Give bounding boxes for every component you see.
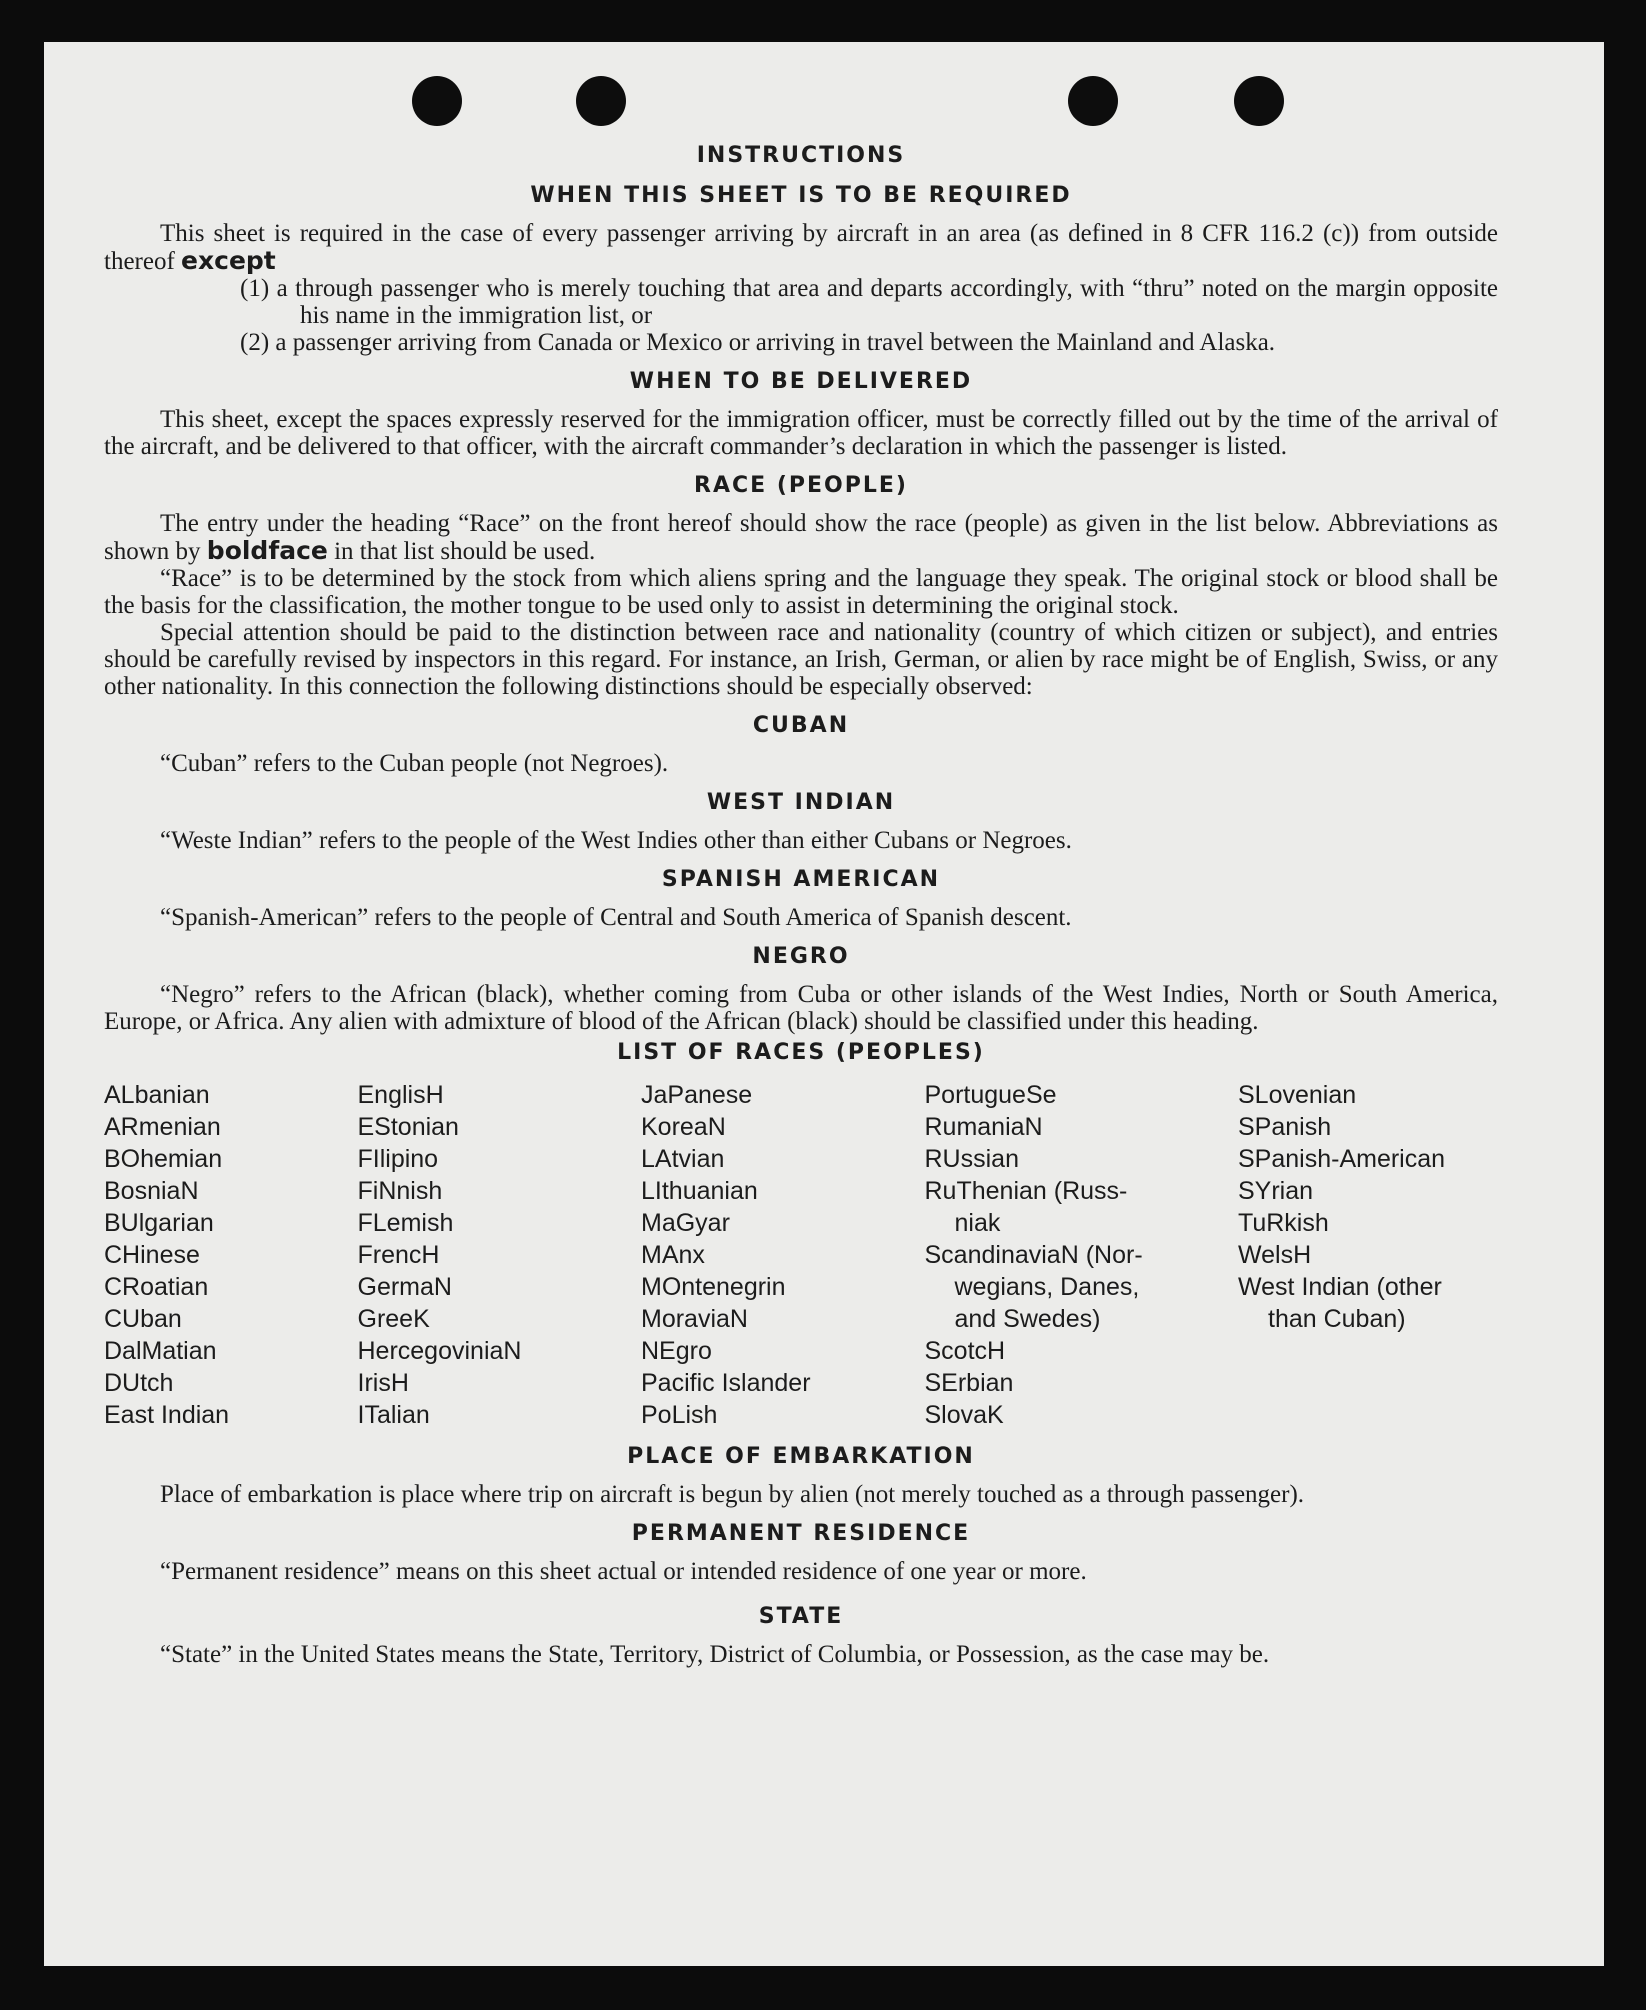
except-bold: except [181, 246, 276, 275]
race-list-item: EnglisH [357, 1081, 444, 1109]
race-list-item: BosniaN [104, 1177, 199, 1205]
race-list-item: PortugueSe [924, 1081, 1057, 1109]
race-paragraph-2: “Race” is to be determined by the stock from which aliens spring and the language they speak. The original stock or blood shall be the basis for the classification, the mother tongue to be used only to assist in determining the original stock. [104, 565, 1498, 619]
race-list-item: ScotcH [924, 1337, 1006, 1365]
race-list-item: niak [954, 1209, 1001, 1237]
race-list-item: BOhemian [104, 1145, 223, 1173]
race-list-item: CHinese [104, 1241, 200, 1269]
races-list [104, 1079, 1498, 1431]
section-heading-west-indian: WEST INDIAN [706, 790, 896, 815]
race-list-item: NEgro [641, 1337, 712, 1365]
punch-hole [412, 76, 462, 126]
race-list-item: KoreaN [641, 1113, 726, 1141]
race-list-item: FIlipino [357, 1145, 439, 1173]
document-body [104, 142, 1498, 1668]
section-heading-delivered: WHEN TO BE DELIVERED [629, 369, 973, 394]
west-indian-text: “Weste Indian” refers to the people of the West Indies other than either Cubans or Negroes. [160, 827, 1072, 854]
race-list-item: IrisH [357, 1369, 409, 1397]
section-heading-required: WHEN THIS SHEET IS TO BE REQUIRED [530, 183, 1072, 208]
race-list-item: ScandinaviaN (Nor- [924, 1241, 1143, 1269]
race-list-item: WelsH [1238, 1241, 1312, 1269]
race-list-item: EStonian [357, 1113, 459, 1141]
race-list-item: SYrian [1238, 1177, 1314, 1205]
race-list-item: than Cuban) [1268, 1305, 1406, 1333]
race-list-item: RUssian [924, 1145, 1019, 1173]
races-column-3 [641, 1079, 921, 1431]
race-paragraph-3: Special attention should be paid to the distinction between race and nationality (country of which citizen or subject), and entries should be carefully revised by inspectors in this regard. For instance, an Irish, German, or alien by race might be of English, Swiss, or any other nationality. In this connection the following distinctions should be especially observed: [104, 619, 1498, 700]
page-title: INSTRUCTIONS [696, 143, 906, 168]
residence-text: “Permanent residence” means on this sheet actual or intended residence of one year or more. [160, 1558, 1087, 1585]
races-column-1 [104, 1079, 354, 1431]
section-heading-embarkation: PLACE OF EMBARKATION [627, 1444, 975, 1469]
race-list-item: DUtch [104, 1369, 174, 1397]
race-list-item: SlovaK [924, 1401, 1004, 1429]
section-heading-residence: PERMANENT RESIDENCE [631, 1521, 971, 1546]
race-list-item: FiNnish [357, 1177, 443, 1205]
section-heading-races-list: LIST OF RACES (PEOPLES) [617, 1040, 985, 1065]
race-list-item: West Indian (other [1238, 1273, 1442, 1301]
race-list-item: SPanish [1238, 1113, 1332, 1141]
punch-hole [576, 76, 626, 126]
race-list-item: SPanish-American [1238, 1145, 1446, 1173]
document-sheet [44, 42, 1604, 1966]
boldface-word: boldface [206, 536, 328, 565]
section-heading-state: STATE [758, 1604, 844, 1629]
race-list-item: SErbian [924, 1369, 1014, 1397]
required-intro: This sheet is required in the case of every passenger arriving by aircraft in an area (as defined in 8 CFR 116.2 (c)) from outside thereof except [104, 220, 1498, 275]
punch-hole [1234, 76, 1284, 126]
race-list-item: CRoatian [104, 1273, 209, 1301]
race-list-item: and Swedes) [954, 1305, 1101, 1333]
punch-hole [1068, 76, 1118, 126]
race-list-item: SLovenian [1238, 1081, 1357, 1109]
state-text: “State” in the United States means the State, Territory, District of Columbia, or Possession, as the case may be. [160, 1641, 1270, 1668]
race-list-item: LAtvian [641, 1145, 725, 1173]
race-list-item: JaPanese [641, 1081, 753, 1109]
race-paragraph-1: The entry under the heading “Race” on the front hereof should show the race (people) as given in the list below. Abbreviations as shown by boldface in that list should be used. [104, 510, 1498, 565]
race-list-item: ITalian [357, 1401, 430, 1429]
race-list-item: RuThenian (Russ- [924, 1177, 1128, 1205]
race-list-item: GermaN [357, 1273, 452, 1301]
section-heading-negro: NEGRO [752, 944, 850, 969]
required-item-1: (1) a through passenger who is merely touching that area and departs accordingly, with “thru” noted on the margin opposite his name in the immigration list, or [240, 275, 1498, 329]
race-list-item: DalMatian [104, 1337, 217, 1365]
race-list-item: ARmenian [104, 1113, 221, 1141]
race-list-item: FrencH [357, 1241, 440, 1269]
races-column-5 [1238, 1079, 1498, 1431]
race-list-item: MoraviaN [641, 1305, 748, 1333]
race-list-item: FLemish [357, 1209, 454, 1237]
race-list-item: East Indian [104, 1401, 230, 1429]
races-column-4 [925, 1079, 1235, 1431]
required-item-2: (2) a passenger arriving from Canada or Mexico or arriving in travel between the Mainland and Alaska. [240, 329, 1276, 356]
delivered-text: This sheet, except the spaces expressly reserved for the immigration officer, must be correctly filled out by the time of the arrival of the aircraft, and be delivered to that officer, with the aircraft commander’s declaration in which the passenger is listed. [104, 406, 1498, 460]
race-list-item: MaGyar [641, 1209, 730, 1237]
race-list-item: Pacific Islander [641, 1369, 811, 1397]
race-list-item: MOntenegrin [641, 1273, 786, 1301]
negro-text: “Negro” refers to the African (black), whether coming from Cuba or other islands of the West Indies, North or South America, Europe, or Africa. Any alien with admixture of blood of the African (black) should be classified under this heading. [104, 981, 1498, 1035]
race-list-item: PoLish [641, 1401, 718, 1429]
race-list-item: ALbanian [104, 1081, 210, 1109]
section-heading-cuban: CUBAN [752, 713, 850, 738]
race-list-item: MAnx [641, 1241, 705, 1269]
embarkation-text: Place of embarkation is place where trip on aircraft is begun by alien (not merely touched as a through passenger). [160, 1481, 1305, 1508]
race-list-item: BUlgarian [104, 1209, 214, 1237]
spanish-american-text: “Spanish-American” refers to the people of Central and South America of Spanish descent. [160, 904, 1072, 931]
section-heading-spanish-american: SPANISH AMERICAN [661, 867, 941, 892]
race-list-item: HercegoviniaN [357, 1337, 522, 1365]
race-list-item: TuRkish [1238, 1209, 1329, 1237]
race-list-item: CUban [104, 1305, 182, 1333]
section-heading-race: RACE (PEOPLE) [694, 473, 908, 498]
races-column-2 [358, 1079, 638, 1431]
race-list-item: wegians, Danes, [954, 1273, 1140, 1301]
race-list-item: RumaniaN [924, 1113, 1043, 1141]
race-list-item: LIthuanian [641, 1177, 758, 1205]
cuban-text: “Cuban” refers to the Cuban people (not Negroes). [160, 750, 669, 777]
race-list-item: GreeK [357, 1305, 430, 1333]
